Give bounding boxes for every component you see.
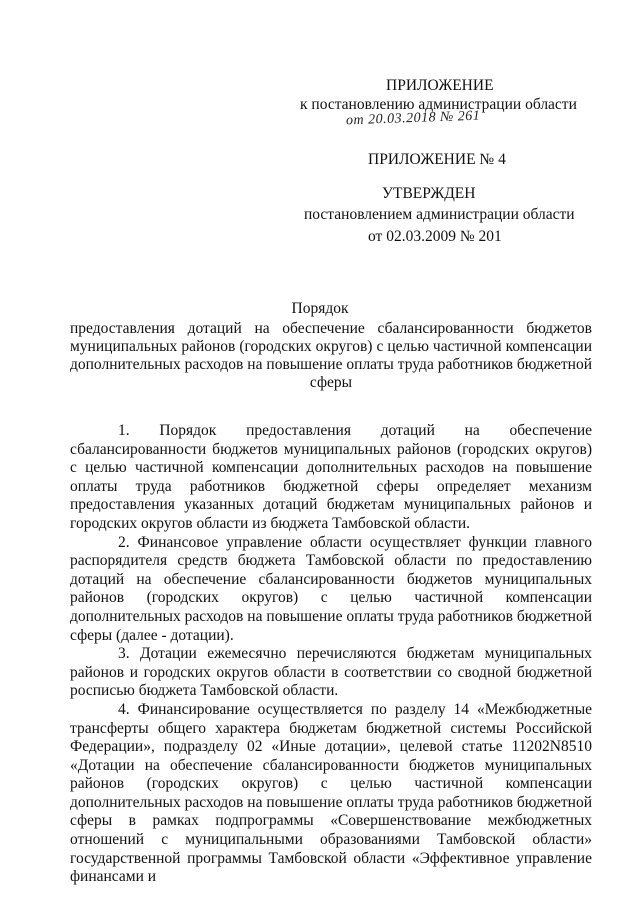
paragraph-3: 3. Дотации ежемесячно перечисляются бюджетам муниципальных районов и городских округов области в соответствии со сводной бюджетной росписью бюджета Тамбовской области. — [70, 645, 592, 700]
to-resolution-line: к постановлению администрации области — [300, 96, 577, 113]
paragraph-4: 4. Финансирование осуществляется по разделу 14 «Межбюджетные трансферты общего характера бюджетам бюджетной системы Российской Федерации», подразделу 02 «Иные дотации», целевой статье 11202N8510 «Дотации на обеспечение сбалансированности бюджетов муниципальных районов (городских округов) с целью частичной компенсации дополнительных расходов на повышение оплаты труда работников бюджетной сферы в рамках подпрограммы «Совершенствование межбюджетных отношений с муниципальными образованиями Тамбовской области» государственной программы Тамбовской области «Эффективное управление финансами и — [70, 700, 592, 886]
paragraph-1: 1. Порядок предоставления дотаций на обеспечение сбалансированности бюджетов муниципальных районов (городских округов) с целью частичной компенсации дополнительных расходов на повышение оплаты труда работников бюджетной сферы определяет механизм предоставления указанных дотаций бюджетам муниципальных районов и городских округов области из бюджета Тамбовской области. — [70, 422, 592, 532]
document-body — [70, 422, 592, 887]
appendix-label: ПРИЛОЖЕНИЕ — [386, 77, 494, 94]
by-resolution-line: постановлением администрации области — [304, 206, 575, 223]
paragraph-2: 2. Финансовое управление области осуществляет функции главного распорядителя средств бюджета Тамбовской области по предоставлению дотаций на обеспечение сбалансированности бюджетов муниципальных районов (городских округов) с целью частичной компенсации дополнительных расходов на повышение оплаты труда работников бюджетной сферы (далее - дотации). — [70, 533, 592, 644]
resolution-date-number: от 02.03.2009 № 201 — [368, 228, 502, 245]
appendix-4-label: ПРИЛОЖЕНИЕ № 4 — [368, 151, 506, 168]
document-subtitle: предоставления дотаций на обеспечение сбалансированности бюджетов муниципальных районов (городских округов) с целью частичной компенсации дополнительных расходов на повышение оплаты труда работников бюджетной сферы — [70, 320, 592, 391]
approved-label: УТВЕРЖДЕН — [382, 185, 476, 202]
handwritten-date-number: от 20.03.2018 № 261 — [345, 108, 481, 129]
document-heading: Порядок — [291, 300, 349, 317]
